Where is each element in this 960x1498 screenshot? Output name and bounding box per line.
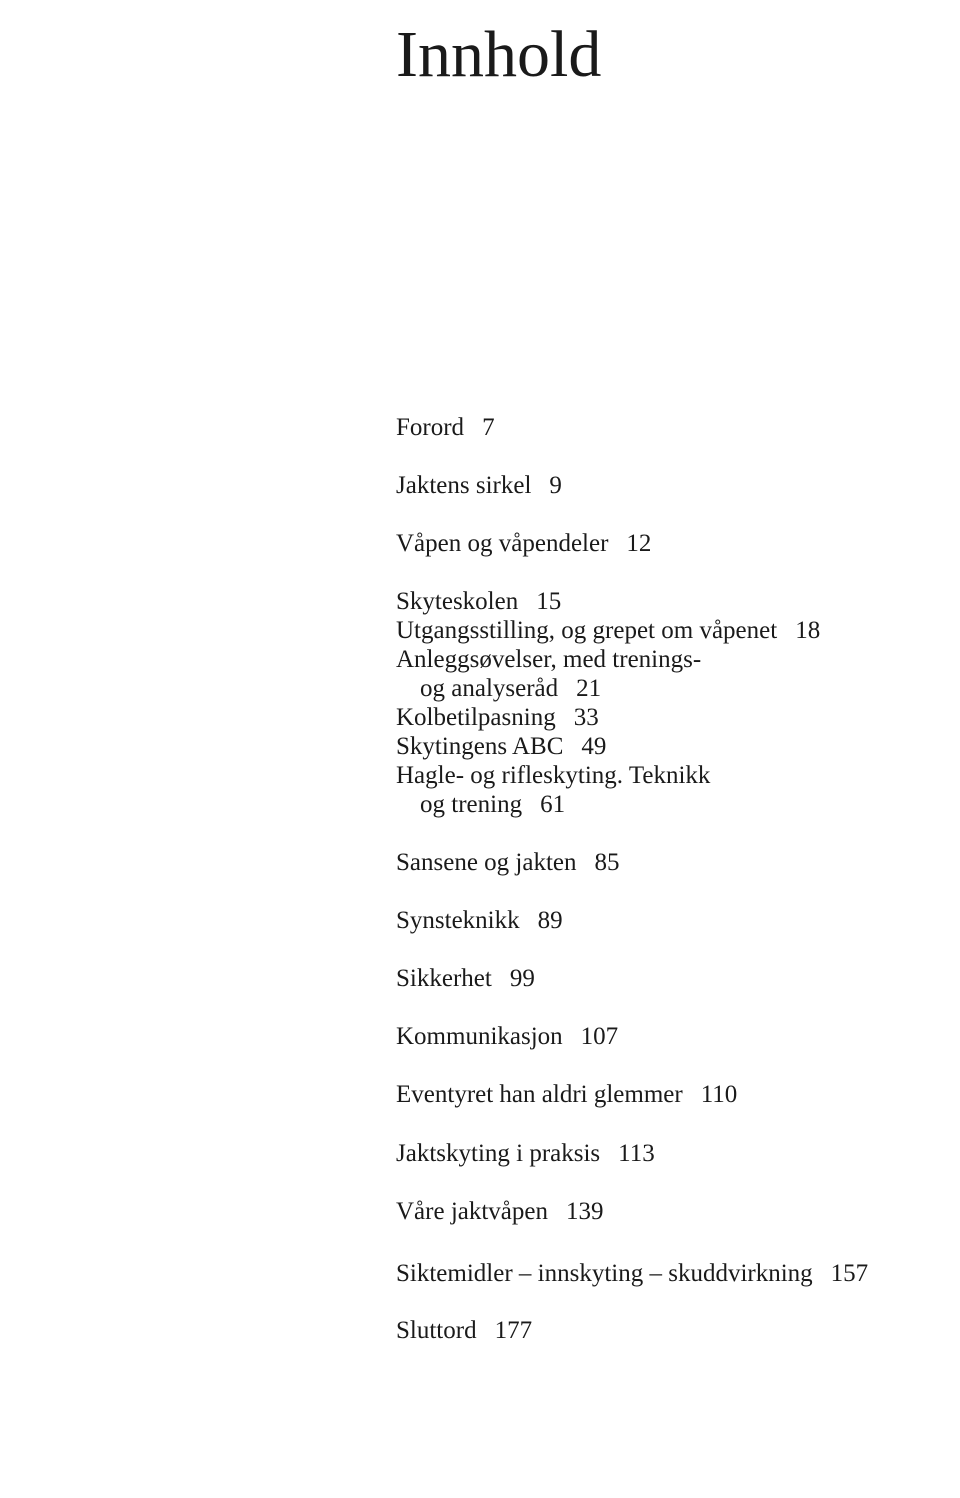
toc-entry-page: 110	[700, 1081, 738, 1108]
toc-entry-synsteknikk	[396, 906, 563, 935]
toc-entry-title: Anleggsøvelser, med trenings-	[396, 646, 702, 673]
toc-entry-page: 89	[537, 907, 563, 934]
toc-entry-anleggsovelser-line2	[420, 674, 601, 703]
toc-entry-vapen-og-vapendeler	[396, 529, 651, 558]
toc-entry-page: 15	[536, 588, 562, 615]
toc-entry-page: 21	[576, 675, 602, 702]
toc-entry-title: Utgangsstilling, og grepet om våpenet	[396, 617, 778, 644]
toc-entry-title: Kolbetilpasning	[396, 704, 556, 731]
toc-entry-title: Jaktens sirkel	[396, 472, 532, 499]
toc-entry-page: 107	[580, 1023, 619, 1050]
toc-entry-page: 7	[482, 414, 495, 441]
toc-entry-title: Eventyret han aldri glemmer	[396, 1081, 683, 1108]
toc-entry-title-continued: og analyseråd	[420, 675, 559, 702]
toc-entry-skytingens-abc	[396, 732, 606, 761]
toc-entry-title: Våre jaktvåpen	[396, 1198, 549, 1225]
toc-entry-page: 139	[566, 1198, 604, 1225]
toc-entry-jaktskyting-i-praksis	[396, 1139, 655, 1168]
toc-entry-title: Jaktskyting i praksis	[396, 1140, 601, 1167]
toc-entry-eventyret	[396, 1080, 737, 1109]
toc-entry-hagle-og-rifleskyting-line1	[396, 761, 710, 790]
toc-entry-utgangsstilling	[396, 616, 820, 645]
toc-entry-page: 12	[626, 530, 652, 557]
toc-entry-sluttord	[396, 1316, 532, 1345]
toc-entry-title: Skytingens ABC	[396, 733, 564, 760]
toc-entry-title: Våpen og våpendeler	[396, 530, 609, 557]
toc-entry-title: Synsteknikk	[396, 907, 520, 934]
toc-entry-page: 18	[795, 617, 821, 644]
toc-entry-page: 99	[509, 965, 535, 992]
toc-entry-forord	[396, 413, 495, 442]
toc-entry-title: Forord	[396, 414, 465, 441]
toc-entry-page: 61	[540, 791, 566, 818]
toc-entry-sikkerhet	[396, 964, 535, 993]
toc-entry-page: 157	[830, 1260, 869, 1287]
toc-entry-sansene-og-jakten	[396, 848, 620, 877]
toc-entry-page: 85	[594, 849, 620, 876]
toc-entry-page: 113	[618, 1140, 655, 1167]
toc-entry-siktemidler	[396, 1259, 868, 1288]
toc-entry-skyteskolen	[396, 587, 561, 616]
toc-entry-kolbetilpasning	[396, 703, 599, 732]
toc-entry-page: 9	[549, 472, 562, 499]
toc-entry-title: Sansene og jakten	[396, 849, 577, 876]
toc-entry-title: Skyteskolen	[396, 588, 519, 615]
toc-entry-hagle-og-rifleskyting-line2	[420, 790, 565, 819]
toc-entry-title-continued: og trening	[420, 791, 523, 818]
toc-entry-kommunikasjon	[396, 1022, 618, 1051]
page-title: Innhold	[396, 18, 602, 91]
toc-entry-title: Sikkerhet	[396, 965, 492, 992]
toc-entry-title: Hagle- og rifleskyting. Teknikk	[396, 762, 711, 789]
toc-entry-title: Sluttord	[396, 1317, 477, 1344]
toc-entry-page: 177	[494, 1317, 533, 1344]
toc-entry-page: 49	[581, 733, 607, 760]
toc-entry-jaktens-sirkel	[396, 471, 562, 500]
toc-entry-anleggsovelser-line1	[396, 645, 701, 674]
toc-entry-title: Kommunikasjon	[396, 1023, 563, 1050]
toc-entry-vare-jaktvapen	[396, 1197, 604, 1226]
toc-entry-page: 33	[573, 704, 599, 731]
toc-entry-title: Siktemidler – innskyting – skuddvirkning	[396, 1260, 813, 1287]
